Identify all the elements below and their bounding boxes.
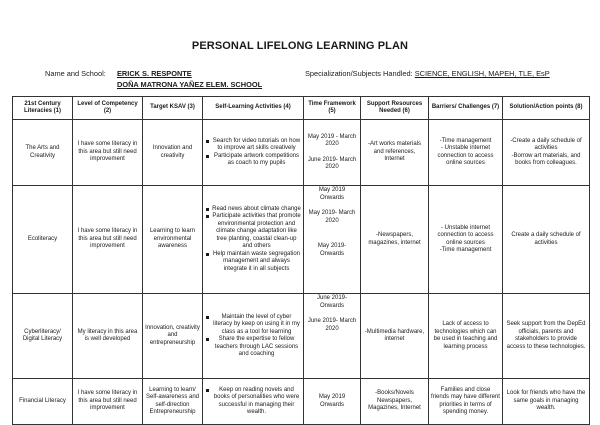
specialization-label: Specialization/Subjects Handled: — [305, 69, 413, 78]
literacy-cell: Ecoliteracy — [13, 186, 73, 294]
time-cell — [304, 186, 361, 294]
activity-item: Maintain the level of cyber literacy by keep on using it in my class as a tool for learning — [213, 313, 300, 335]
barriers-cell — [429, 294, 503, 379]
solution-cell — [503, 379, 590, 425]
activity-item: Participate artwork competitions as coach to my pupils — [213, 152, 300, 166]
resources-text: -Newspapers, magazines, internet — [368, 232, 421, 246]
literacy-cell: Financial Literacy — [13, 379, 73, 425]
competency-cell: I have some literacy in this area but still need improvement — [73, 186, 143, 294]
solution-cell — [503, 294, 590, 379]
resources-cell — [361, 186, 429, 294]
name-and-school — [45, 68, 262, 90]
name-school-values — [117, 68, 262, 90]
activities-cell — [203, 294, 304, 379]
time-entry: June 2019- Onwards — [316, 295, 348, 309]
barriers-cell — [429, 120, 503, 186]
solution-text: -Create a daily schedule of activities -Borrow art materials, and books from colleagues. — [510, 137, 582, 166]
table-row — [13, 294, 590, 379]
ksav-cell: Learning to learn environmental awareness — [143, 186, 203, 294]
barriers-text: - Unstable internet connection to access online sources -Time management — [437, 224, 494, 253]
resources-text: -Art works materials and references, Internet — [367, 141, 421, 163]
activity-item: Participate activities that promote environmental protection and climate change adaptation like tree planting, coastal clean-up and others — [212, 213, 301, 250]
literacy-cell: Cyberliteracy/ Digital Literacy — [13, 294, 73, 379]
literacy-cell: The Arts and Creativity — [13, 120, 73, 186]
time-entry: May 2019- March 2020 — [308, 210, 356, 224]
barriers-cell — [429, 379, 503, 425]
ksav-cell: Innovation and creativity — [143, 120, 203, 186]
school-name: DOÑA MATRONA YAÑEZ ELEM. SCHOOL — [117, 80, 263, 89]
table-row — [13, 186, 590, 294]
time-cell — [304, 379, 361, 425]
header-literacies: 21st Century Literacies (1) — [13, 97, 73, 120]
activity-item: Help maintain waste segregation management and always integrate it in all subjects — [212, 250, 301, 272]
name-label: Name and School: — [45, 69, 106, 78]
specialization — [305, 68, 550, 79]
learning-plan-table — [12, 96, 590, 425]
solution-cell — [503, 186, 590, 294]
solution-cell — [503, 120, 590, 186]
time-entry: May 2019 Onwards — [318, 394, 346, 408]
time-entry: May 2019- Onwards — [317, 243, 347, 257]
header-time: Time Framework (5) — [304, 97, 361, 120]
header-barriers: Barriers/ Challenges (7) — [429, 97, 503, 120]
activity-item: Share the expertise to fellow teachers through LAC sessions and coaching — [212, 336, 301, 359]
time-cell — [304, 120, 361, 186]
time-cell — [304, 294, 361, 379]
header-ksav: Target KSAV (3) — [143, 97, 203, 120]
resources-cell — [361, 379, 429, 425]
competency-cell: My literacy in this area is well developed — [73, 294, 143, 379]
resources-cell — [361, 120, 429, 186]
time-entry: May 2019 Onwards — [318, 187, 346, 201]
resources-text: -Multimedia hardware, internet — [364, 328, 425, 342]
ksav-cell: Innovation, creativity and entrepreneurship — [143, 294, 203, 379]
barriers-text: Lack of access to technologies which can be used in teaching and learning process — [433, 321, 498, 350]
activities-cell — [203, 120, 304, 186]
solution-text: Look for friends who have the same goals in managing wealth. — [506, 390, 586, 412]
table-row — [13, 120, 590, 186]
barriers-text: Families and close friends may have different priorities in terms of spending money. — [431, 386, 500, 415]
header-resources: Support Resources Needed (6) — [361, 97, 429, 120]
activities-cell — [203, 379, 304, 425]
header-activities: Self-Learning Activities (4) — [203, 97, 304, 120]
time-entry: June 2019- March 2020 — [307, 156, 357, 170]
resources-text: -Books/Novels Newspapers, Magazines, Internet — [368, 390, 421, 412]
header-solution: Solution/Action points (8) — [503, 97, 590, 120]
page-title: PERSONAL LIFELONG LEARNING PLAN — [191, 40, 409, 52]
table-header-row — [13, 97, 590, 120]
barriers-cell — [429, 186, 503, 294]
specialization-value: SCIENCE, ENGLISH, MAPEH, TLE, EsP — [414, 69, 550, 78]
resources-cell — [361, 294, 429, 379]
teacher-name: ERICK S. RESPONTE — [117, 69, 192, 78]
header-competency: Level of Competency (2) — [73, 97, 143, 120]
competency-cell: I have some literacy in this area but still need improvement — [73, 379, 143, 425]
activities-cell — [203, 186, 304, 294]
time-entry: June 2019- March 2020 — [307, 318, 357, 332]
solution-text: Seek support from the DepEd officials, parents and stakeholders to provide access to these technologies. — [506, 321, 586, 350]
table-row — [13, 379, 590, 425]
activity-item: Read news about climate change — [212, 205, 301, 212]
solution-text: Create a daily schedule of activities — [511, 232, 581, 246]
activity-item: Search for video tutorials on how to improve art skills creatively — [212, 137, 301, 151]
competency-cell: I have some literacy in this area but still need improvement — [73, 120, 143, 186]
ksav-cell: Learning to learn/ Self-awareness and self-direction Entrepreneurship — [143, 379, 203, 425]
activity-item: Keep on reading novels and books of personalities who were successful in managing their wealth. — [213, 386, 300, 415]
barriers-text: -Time management - Unstable internet connection to access online sources — [437, 137, 494, 166]
time-entry: May 2019 - March 2020 — [307, 133, 357, 147]
